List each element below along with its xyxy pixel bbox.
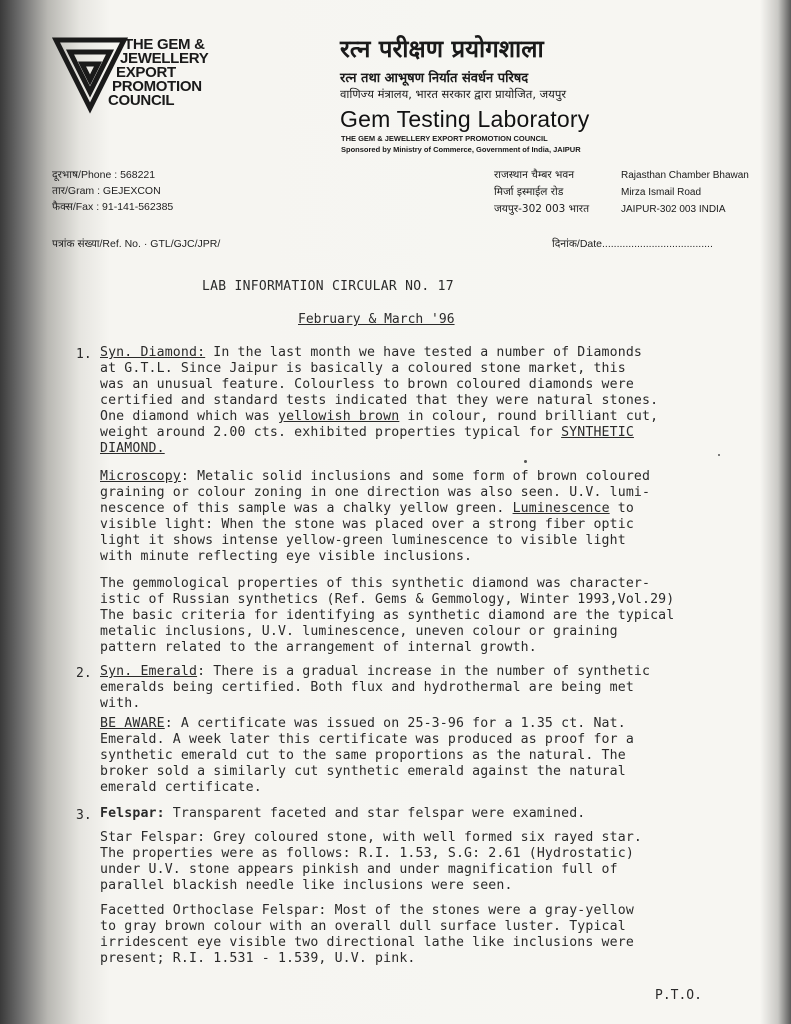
body-text: weight around 2.00 cts. exhibited properties typical for: [100, 425, 562, 440]
hindi-sponsor-line: वाणिज्य मंत्रालय, भारत सरकार द्वारा प्रायोजित, जयपुर: [340, 87, 567, 101]
address-hindi-line: राजस्थान चैम्बर भवन: [494, 169, 575, 181]
logo-line: PROMOTION: [112, 78, 202, 95]
body-line: was an unusual feature. Colourless to brown coloured diamonds were: [100, 377, 634, 392]
body-line: pattern related to the arrangement of internal growth.: [100, 640, 537, 655]
body-line: with minute reflecting eye visible inclusions.: [100, 549, 473, 564]
underlined-text: yellowish brown: [277, 409, 400, 424]
body-line: Star Felspar: Grey coloured stone, with well formed six rayed star.: [100, 830, 642, 845]
scan-speck: [718, 454, 720, 456]
circular-title: LAB INFORMATION CIRCULAR NO. 17: [202, 279, 454, 294]
section-number: 2.: [76, 666, 92, 681]
address-english-line: Rajasthan Chamber Bhawan: [621, 170, 749, 181]
body-line: istic of Russian synthetics (Ref. Gems & Gemmology, Winter 1993,Vol.29): [100, 592, 675, 607]
body-text: to: [609, 501, 634, 516]
address-hindi-line: मिर्जा इस्माईल रोड: [494, 186, 564, 198]
body-line: [100, 716, 626, 731]
underlined-text: Luminescence: [512, 501, 610, 516]
body-line: synthetic emerald cut to the same proportions as the natural. The: [100, 748, 626, 763]
body-text: In the last month we have tested a number of Diamonds: [205, 345, 643, 360]
body-line: to gray brown colour with an overall dull surface luster. Typical: [100, 919, 626, 934]
logo-line: JEWELLERY: [120, 50, 209, 67]
body-text: : There is a gradual increase in the number of synthetic: [197, 664, 651, 679]
body-line: metalic inclusions, U.V. luminescence, uneven colour or graining: [100, 624, 618, 639]
body-line: at G.T.L. Since Jaipur is basically a coloured stone market, this: [100, 361, 626, 376]
fax-number: फैक्स/Fax : 91-141-562385: [52, 201, 174, 213]
section-heading: Syn. Emerald: [100, 664, 198, 679]
body-line: irridescent eye visible two directional lathe like inclusions were: [100, 935, 634, 950]
body-line: [100, 806, 585, 821]
scan-speck: [524, 460, 527, 463]
underlined-text: DIAMOND.: [100, 441, 165, 456]
telegram-address: तार/Gram : GEJEXCON: [52, 185, 161, 197]
reference-number: पत्रांक संख्या/Ref. No. · GTL/GJC/JPR/: [52, 238, 221, 250]
body-line: with.: [100, 696, 141, 711]
body-line: broker sold a similarly cut synthetic emerald against the natural: [100, 764, 626, 779]
circular-date: February & March '96: [298, 312, 455, 327]
body-line: graining or colour zoning in one direction was also seen. U.V. lumi-: [100, 485, 651, 500]
body-line: visible light: When the stone was placed over a strong fiber optic: [100, 517, 634, 532]
body-text: in colour, round brilliant cut,: [399, 409, 659, 424]
body-text: Transparent faceted and star felspar were examined.: [164, 806, 586, 821]
section-number: 3.: [76, 808, 92, 823]
underlined-text: SYNTHETIC: [561, 425, 634, 440]
body-line: emeralds being certified. Both flux and hydrothermal are being met: [100, 680, 634, 695]
council-logo-text: [108, 36, 209, 109]
section-heading: Syn. Diamond:: [100, 345, 206, 360]
body-text: One diamond which was: [100, 409, 278, 424]
body-line: present; R.I. 1.531 - 1.539, U.V. pink.: [100, 951, 416, 966]
body-text: nescence of this sample was a chalky yellow green.: [100, 501, 513, 516]
body-line: [100, 469, 650, 484]
section-number: 1.: [76, 347, 92, 362]
body-line: Emerald. A week later this certificate was produced as proof for a: [100, 732, 634, 747]
hindi-council-name: रत्न तथा आभूषण निर्यात संवर्धन परिषद: [340, 71, 529, 86]
address-english-line: Mirza Ismail Road: [621, 187, 702, 198]
body-line: [100, 409, 658, 424]
body-text: : Metalic solid inclusions and some form of brown coloured: [180, 469, 651, 484]
body-line: [100, 425, 634, 440]
body-line: emerald certificate.: [100, 780, 262, 795]
body-line: [100, 345, 642, 360]
body-line: [100, 664, 650, 679]
body-line: The basic criteria for identifying as synthetic diamond are the typical: [100, 608, 675, 623]
logo-line: THE GEM &: [124, 36, 205, 53]
body-line: certified and standard tests indicated that they were natural stones.: [100, 393, 659, 408]
please-turn-over: P.T.O.: [655, 988, 702, 1003]
logo-line: COUNCIL: [108, 92, 175, 109]
phone-number: दूरभाष/Phone : 568221: [52, 169, 156, 181]
body-line: Facetted Orthoclase Felspar: Most of the stones were a gray-yellow: [100, 903, 634, 918]
body-line: The gemmological properties of this synthetic diamond was character-: [100, 576, 651, 591]
body-line: [100, 501, 634, 516]
body-text: : A certificate was issued on 25-3-96 for a 1.35 ct. Nat.: [164, 716, 626, 731]
sponsor-line: Sponsored by Ministry of Commerce, Government of India, JAIPUR: [341, 145, 581, 154]
lab-title: Gem Testing Laboratory: [340, 106, 590, 132]
body-line: The properties were as follows: R.I. 1.53, S.G: 2.61 (Hydrostatic): [100, 846, 634, 861]
hindi-lab-title: रत्न परीक्षण प्रयोगशाला: [340, 35, 544, 63]
body-line: parallel blackish needle like inclusions were seen.: [100, 878, 513, 893]
body-line: light it shows intense yellow-green luminescence to visible light: [100, 533, 626, 548]
subsection-heading: Microscopy: [100, 469, 181, 484]
section-heading: Felspar:: [100, 806, 165, 821]
body-line: under U.V. stone appears pinkish and under magnification full of: [100, 862, 618, 877]
date-field: दिनांक/Date......................................: [552, 238, 713, 250]
body-line: [100, 441, 165, 456]
address-english-line: JAIPUR-302 003 INDIA: [621, 204, 726, 215]
warning-heading: BE AWARE: [100, 716, 165, 731]
address-hindi-line: जयपुर-302 003 भारत: [494, 203, 590, 215]
logo-line: EXPORT: [116, 64, 176, 81]
council-name: THE GEM & JEWELLERY EXPORT PROMOTION COUNCIL: [341, 134, 548, 143]
